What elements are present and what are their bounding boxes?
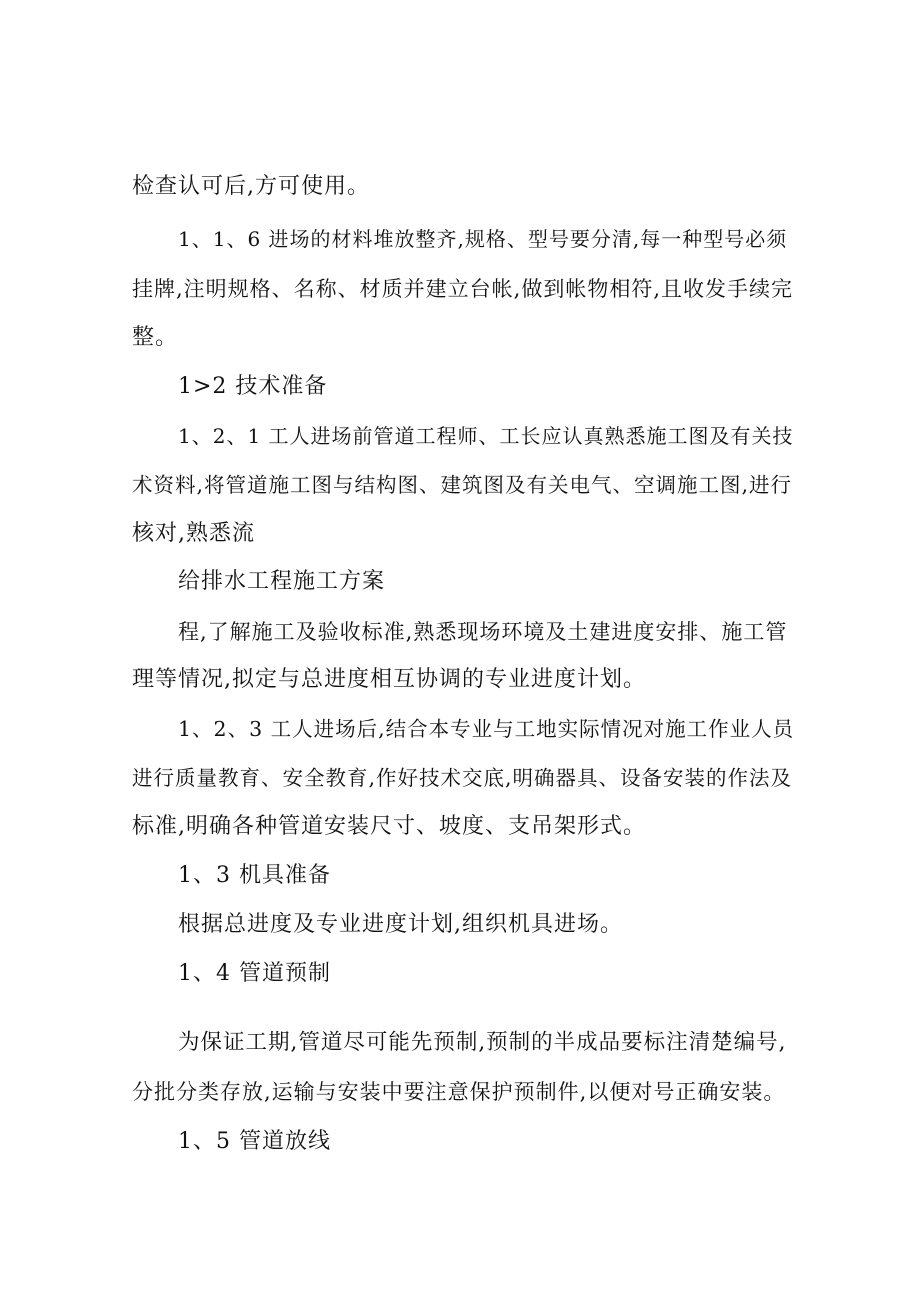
paragraph-1-2-1-line-2: 术资料,将管道施工图与结构图、建筑图及有关电气、空调施工图,进行: [132, 473, 793, 497]
paragraph-1-1-6-line-3: 整。: [132, 325, 179, 350]
paragraph-continued-line-2: 理等情况,拟定与总进度相互协调的专业进度计划。: [132, 667, 646, 692]
paragraph-continued-line-1: 程,了解施工及验收标准,熟悉现场环境及土建进度安排、施工管: [178, 620, 788, 644]
paragraph-prefab-line-2: 分批分类存放,运输与安装中要注意保护预制件,以便对号正确安装。: [132, 1080, 786, 1104]
paragraph-1-2-1-line-3: 核对,熟悉流: [132, 521, 255, 546]
paragraph-prefab-line-1: 为保证工期,管道尽可能先预制,预制的半成品要标注清楚编号,: [178, 1030, 787, 1055]
paragraph-1-2-3-line-1: 1、2、3 工人进场后,结合本专业与工地实际情况对施工作业人员: [178, 717, 795, 741]
section-heading-pipe-prefab: 1、4 管道预制: [178, 961, 331, 986]
section-heading-technical-prep: 1>2 技术准备: [178, 374, 328, 399]
paragraph-1-2-3-line-2: 进行质量教育、安全教育,作好技术交底,明确器具、设备安装的作法及: [132, 766, 793, 790]
paragraph-1-1-6-line-1: 1、1、6 进场的材料堆放整齐,规格、型号要分清,每一种型号必须: [178, 227, 788, 251]
paragraph-equipment-line-1: 根据总进度及专业进度计划,组织机具进场。: [178, 912, 623, 937]
section-heading-equipment-prep: 1、3 机具准备: [178, 863, 331, 888]
paragraph-1-2-3-line-3: 标准,明确各种管道安装尺寸、坡度、支吊架形式。: [132, 814, 646, 839]
text-line-continuation: 检查认可后,方可使用。: [132, 174, 370, 199]
section-heading-pipe-layout: 1、5 管道放线: [178, 1129, 331, 1154]
paragraph-1-1-6-line-2: 挂牌,注明规格、名称、材质并建立台帐,做到帐物相符,且收发手续完: [132, 277, 794, 301]
running-header-title: 给排水工程施工方案: [178, 569, 386, 594]
paragraph-1-2-1-line-1: 1、2、1 工人进场前管道工程师、工长应认真熟悉施工图及有关技: [178, 424, 794, 448]
